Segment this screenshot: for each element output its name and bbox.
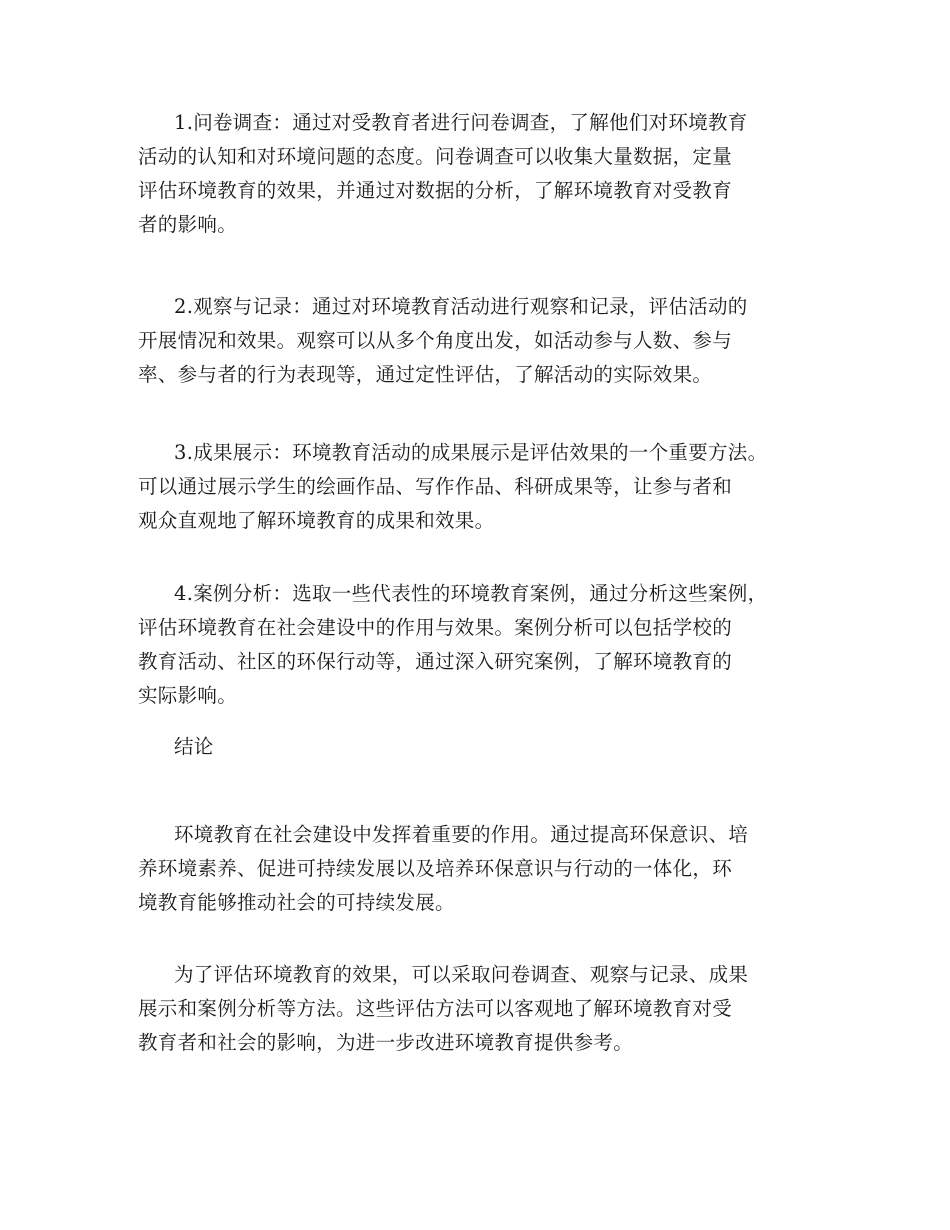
paragraph-line: 3.成果展示：环境教育活动的成果展示是评估效果的一个重要方法。 (174, 441, 768, 464)
paragraph-line: 4.案例分析：选取一些代表性的环境教育案例，通过分析这些案例， (174, 582, 768, 605)
paragraph-line: 为了评估环境教育的效果，可以采取问卷调查、观察与记录、成果 (174, 963, 749, 986)
paragraph-line: 活动的认知和对环境问题的态度。问卷调查可以收集大量数据，定量 (138, 145, 733, 168)
paragraph-line: 者的影响。 (138, 213, 238, 236)
paragraph-line: 2.观察与记录：通过对环境教育活动进行观察和记录，评估活动的 (174, 295, 748, 318)
paragraph-results-display (138, 436, 767, 538)
paragraph-line: 展示和案例分析等方法。这些评估方法可以客观地了解环境教育对受 (138, 997, 733, 1020)
paragraph-line: 开展情况和效果。观察可以从多个角度出发，如活动参与人数、参与 (138, 329, 733, 352)
paragraph-questionnaire (138, 106, 748, 242)
paragraph-line: 境教育能够推动社会的可持续发展。 (138, 891, 455, 914)
section-heading: 结论 (174, 735, 214, 758)
paragraph-line: 教育活动、社区的环保行动等，通过深入研究案例，了解环境教育的 (138, 650, 733, 673)
paragraph-line: 可以通过展示学生的绘画作品、写作作品、科研成果等，让参与者和 (138, 475, 733, 498)
paragraph-conclusion-2 (138, 958, 748, 1060)
paragraph-line: 教育者和社会的影响，为进一步改进环境教育提供参考。 (138, 1031, 634, 1054)
paragraph-line: 评估环境教育的效果，并通过对数据的分析，了解环境教育对受教育 (138, 179, 733, 202)
paragraph-observation (138, 290, 748, 392)
paragraph-line: 环境教育在社会建设中发挥着重要的作用。通过提高环保意识、培 (174, 823, 749, 846)
paragraph-line: 评估环境教育在社会建设中的作用与效果。案例分析可以包括学校的 (138, 616, 733, 639)
paragraph-line: 1.问卷调查：通过对受教育者进行问卷调查，了解他们对环境教育 (174, 111, 748, 134)
paragraph-line: 养环境素养、促进可持续发展以及培养环保意识与行动的一体化，环 (138, 857, 733, 880)
section-heading-conclusion (138, 730, 214, 764)
paragraph-line: 观众直观地了解环境教育的成果和效果。 (138, 509, 495, 532)
paragraph-line: 实际影响。 (138, 684, 238, 707)
paragraph-line: 率、参与者的行为表现等，通过定性评估，了解活动的实际效果。 (138, 363, 713, 386)
paragraph-case-analysis (138, 577, 767, 713)
paragraph-conclusion-1 (138, 818, 748, 920)
